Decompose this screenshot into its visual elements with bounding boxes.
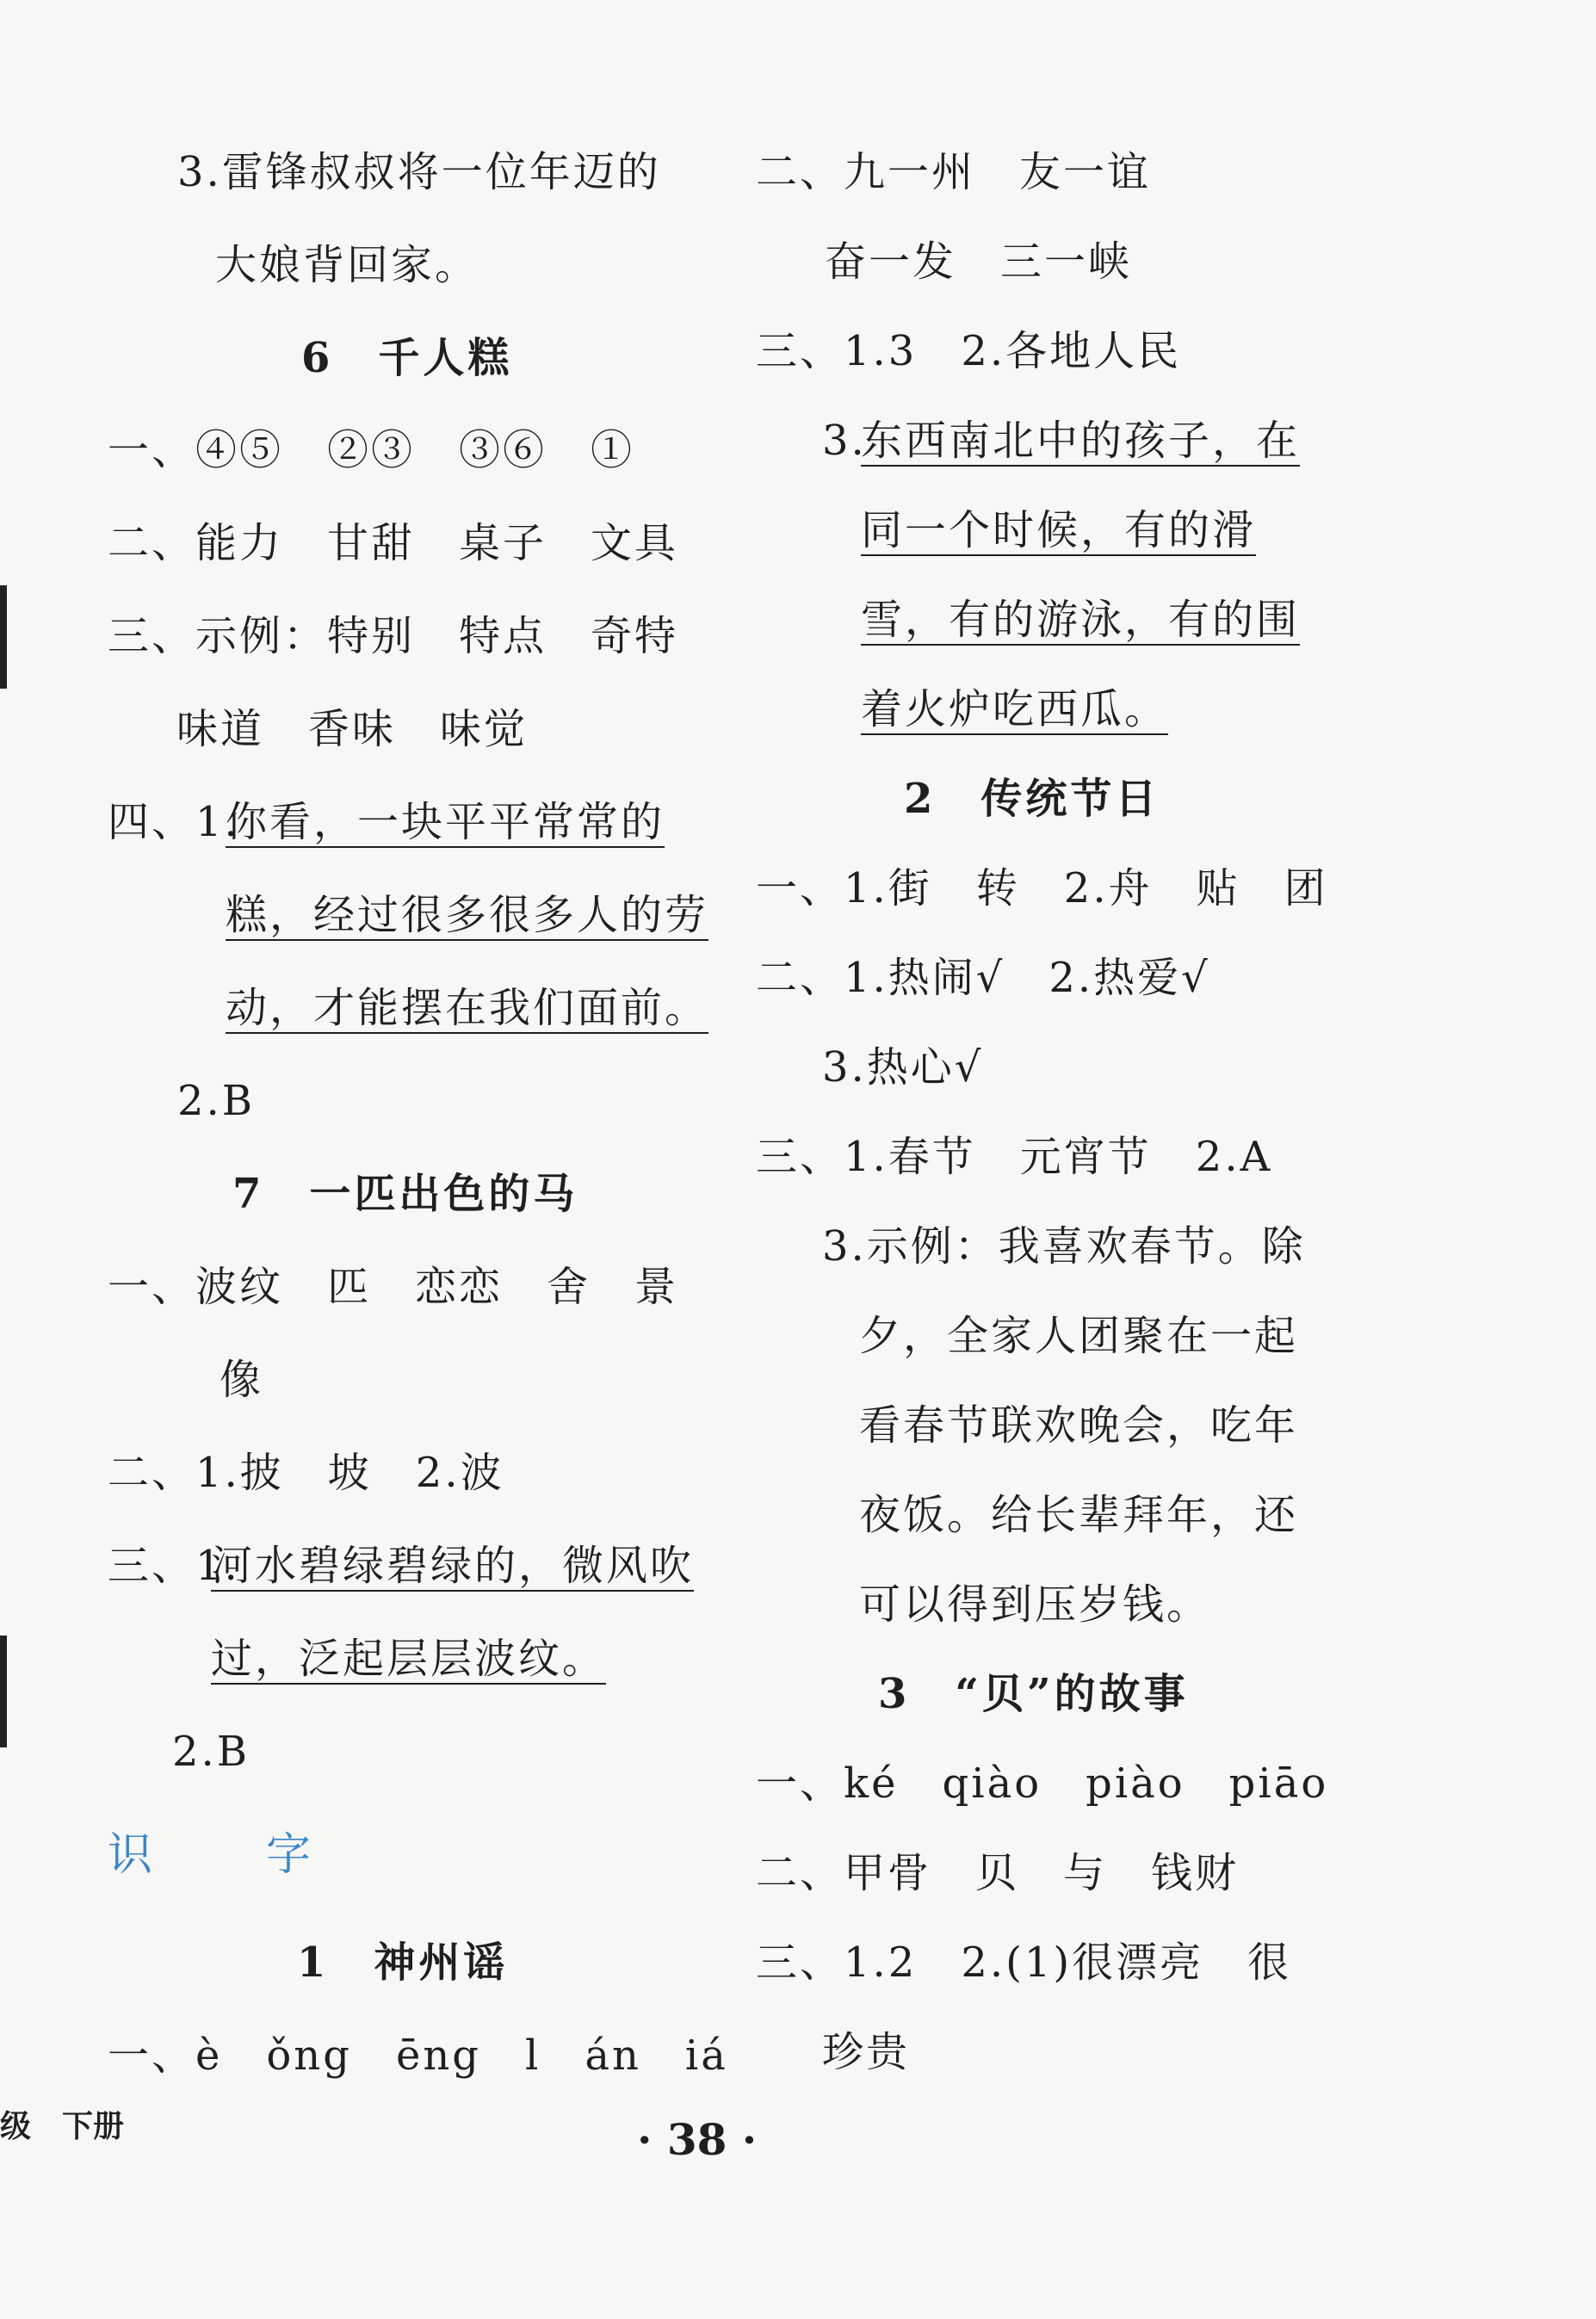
underlined-answer: 同一个时候，有的滑 [861,506,1257,554]
lesson-heading: 2 传统节日 [904,775,1160,823]
answer-line: 一、波纹 匹 恋恋 舍 景 [108,1263,679,1311]
section-title: 识 字 [108,1829,346,1881]
answer-line: 3.示例：我喜欢春节。除 [822,1222,1306,1271]
lesson-heading: 3 “贝”的故事 [878,1670,1189,1718]
lesson-heading: 6 千人糕 [301,334,513,382]
binding-mark [0,585,7,689]
underlined-answer: 你看，一块平平常常的 [226,798,665,846]
answer-line: 二、1.披 坡 2.波 [108,1449,504,1497]
answer-line: 夜饭。给长辈拜年，还 [859,1491,1299,1539]
underlined-answer: 糕，经过很多很多人的劳 [226,891,709,939]
answer-line: 三、1. [108,1542,240,1590]
answer-line: 三、示例：特别 特点 奇特 [108,612,679,660]
lesson-heading: 7 一匹出色的马 [232,1170,578,1218]
answer-line: 夕，全家人团聚在一起 [859,1312,1299,1360]
underlined-answer: 河水碧绿碧绿的，微风吹 [211,1542,695,1590]
answer-line: 三、1.2 2.(1)很漂亮 很 [756,1939,1292,1987]
answer-line: 可以得到压岁钱。 [859,1580,1211,1629]
answer-line: 像 [220,1356,264,1404]
answer-line: 三、1.3 2.各地人民 [756,327,1182,375]
answer-line: 二、九一州 友一谊 [756,148,1152,196]
underlined-answer: 过，泛起层层波纹。 [211,1635,607,1683]
answer-line: 奋一发 三一峡 [825,238,1133,286]
answer-line: 2.B [177,1077,256,1125]
answer-line: 一、ké qiào piào piāo [756,1759,1329,1808]
answer-line: 2.B [172,1728,251,1776]
lesson-heading: 1 神州谣 [297,1939,509,1987]
binding-mark [0,1636,7,1747]
answer-line: 味道 香味 味觉 [176,705,529,753]
answer-line: 一、è ǒng ēng l án iá [108,2031,728,2080]
underlined-answer: 雪，有的游泳，有的围 [861,596,1301,644]
answer-line: 看春节联欢晚会，吃年 [859,1401,1299,1450]
answer-line: 四、1. [108,798,240,846]
answer-line: 3.热心√ [822,1043,984,1091]
answer-line: 一、④⑤ ②③ ③⑥ ① [108,426,635,474]
answer-line: 二、1.热闹√ 2.热爱√ [756,954,1210,1002]
page-number: · 38 · [637,2114,758,2165]
answer-line: 二、甲骨 贝 与 钱财 [756,1849,1240,1897]
underlined-answer: 着火炉吃西瓜。 [861,685,1169,733]
answer-line: 一、1.街 转 2.舟 贴 团 [756,864,1328,912]
answer-line: 二、能力 甘甜 桌子 文具 [108,519,679,567]
book-label: 级 下册 [0,2108,125,2144]
answer-line: 3.雷锋叔叔将一位年迈的 [177,148,661,196]
answer-line: 3. [822,417,867,465]
answer-line: 三、1.春节 元宵节 2.A [756,1133,1273,1181]
underlined-answer: 动，才能摆在我们面前。 [226,984,709,1032]
answer-line: 大娘背回家。 [215,241,479,289]
answer-line: 珍贵 [822,2028,911,2076]
underlined-answer: 东西南北中的孩子，在 [861,417,1301,465]
